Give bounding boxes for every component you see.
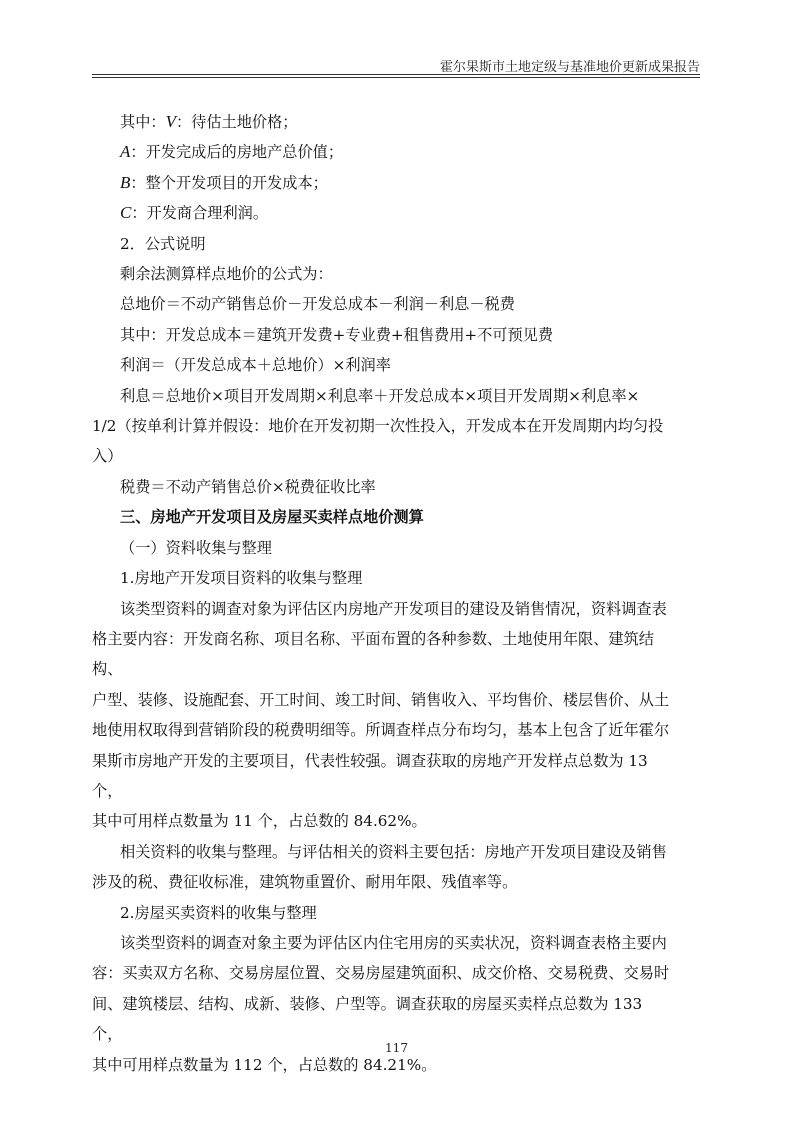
variable-v: V xyxy=(165,112,176,131)
paragraph-1-line: 该类型资料的调查对象为评估区内房地产开发项目的建设及销售情况，资料调查表 xyxy=(120,599,667,618)
header-rule xyxy=(92,74,700,75)
paragraph-3-line: 间、建筑楼层、结构、成新、装修、户型等。调查获取的房屋买卖样点总数为 133 个， xyxy=(92,994,643,1044)
formula-tax: 税费＝不动产销售总价×税费征收比率 xyxy=(120,477,376,496)
definition-v: 其中：V：待估土地价格； xyxy=(120,112,298,131)
paragraph-2-line: 相关资料的收集与整理。与评估相关的资料主要包括：房地产开发项目建设及销售 xyxy=(120,842,667,861)
subheading-formula-notes: 2．公式说明 xyxy=(120,234,206,253)
definition-a: A：开发完成后的房地产总价值； xyxy=(120,142,344,162)
item-heading-1: 1.房地产开发项目资料的收集与整理 xyxy=(120,569,363,588)
paragraph-3-line: 该类型资料的调查对象主要为评估区内住宅用房的买卖状况，资料调查表格主要内 xyxy=(120,933,667,952)
paragraph-3-line: 其中可用样点数量为 112 个，占总数的 84.21%。 xyxy=(92,1055,437,1074)
formula-interest-line-2: 1/2（按单利计算并假设：地价在开发初期一次性投入，开发成本在开发周期内均匀投 xyxy=(92,417,664,436)
section-heading-3: 三、房地产开发项目及房屋买卖样点地价测算 xyxy=(120,508,424,527)
page-number: 117 xyxy=(385,1041,408,1055)
header-rule-thin xyxy=(92,77,700,78)
formula-interest-line-1: 利息＝总地价×项目开发周期×利息率＋开发总成本×项目开发周期×利息率× xyxy=(120,386,640,405)
variable-a: A xyxy=(120,142,131,162)
variable-b: B xyxy=(120,172,131,192)
definition-b: B：整个开发项目的开发成本； xyxy=(120,172,328,192)
paragraph-1-line: 地使用权取得到营销阶段的税费明细等。所调查样点分布均匀，基本上包含了近年霍尔 xyxy=(92,721,670,740)
subsection-heading-1: （一）资料收集与整理 xyxy=(120,538,272,557)
page-body xyxy=(92,107,705,1080)
variable-c: C xyxy=(120,203,132,223)
paragraph-1-line: 果斯市房地产开发的主要项目，代表性较强。调查获取的房地产开发样点总数为 13 个， xyxy=(92,751,648,800)
paragraph-1-line: 其中可用样点数量为 11 个，占总数的 84.62%。 xyxy=(92,812,427,831)
formula-development-cost: 其中：开发总成本＝建筑开发费+专业费+租售费用+不可预见费 xyxy=(120,325,554,344)
formula-total-land-price: 总地价＝不动产销售总价－开发总成本－利润－利息－税费 xyxy=(120,295,515,314)
paragraph-3-line: 容：买卖双方名称、交易房屋位置、交易房屋建筑面积、成交价格、交易税费、交易时 xyxy=(92,964,670,983)
paragraph-1-line: 格主要内容：开发商名称、项目名称、平面布置的各种参数、土地使用年限、建筑结构、 xyxy=(92,629,654,679)
formula-interest-line-3: 入） xyxy=(92,447,123,466)
paragraph-1-line: 户型、装修、设施配套、开工时间、竣工时间、销售收入、平均售价、楼层售价、从土 xyxy=(92,690,670,709)
item-heading-2: 2.房屋买卖资料的收集与整理 xyxy=(120,903,317,922)
report-title: 霍尔果斯市土地定级与基准地价更新成果报告 xyxy=(439,60,700,75)
paragraph-2-line: 涉及的税、费征收标准，建筑物重置价、耐用年限、残值率等。 xyxy=(92,873,518,892)
definition-c: C：开发商合理利润。 xyxy=(120,203,269,223)
formula-profit: 利润＝（开发总成本＋总地价）×利润率 xyxy=(120,356,391,375)
formula-intro: 剩余法测算样点地价的公式为： xyxy=(120,265,333,284)
